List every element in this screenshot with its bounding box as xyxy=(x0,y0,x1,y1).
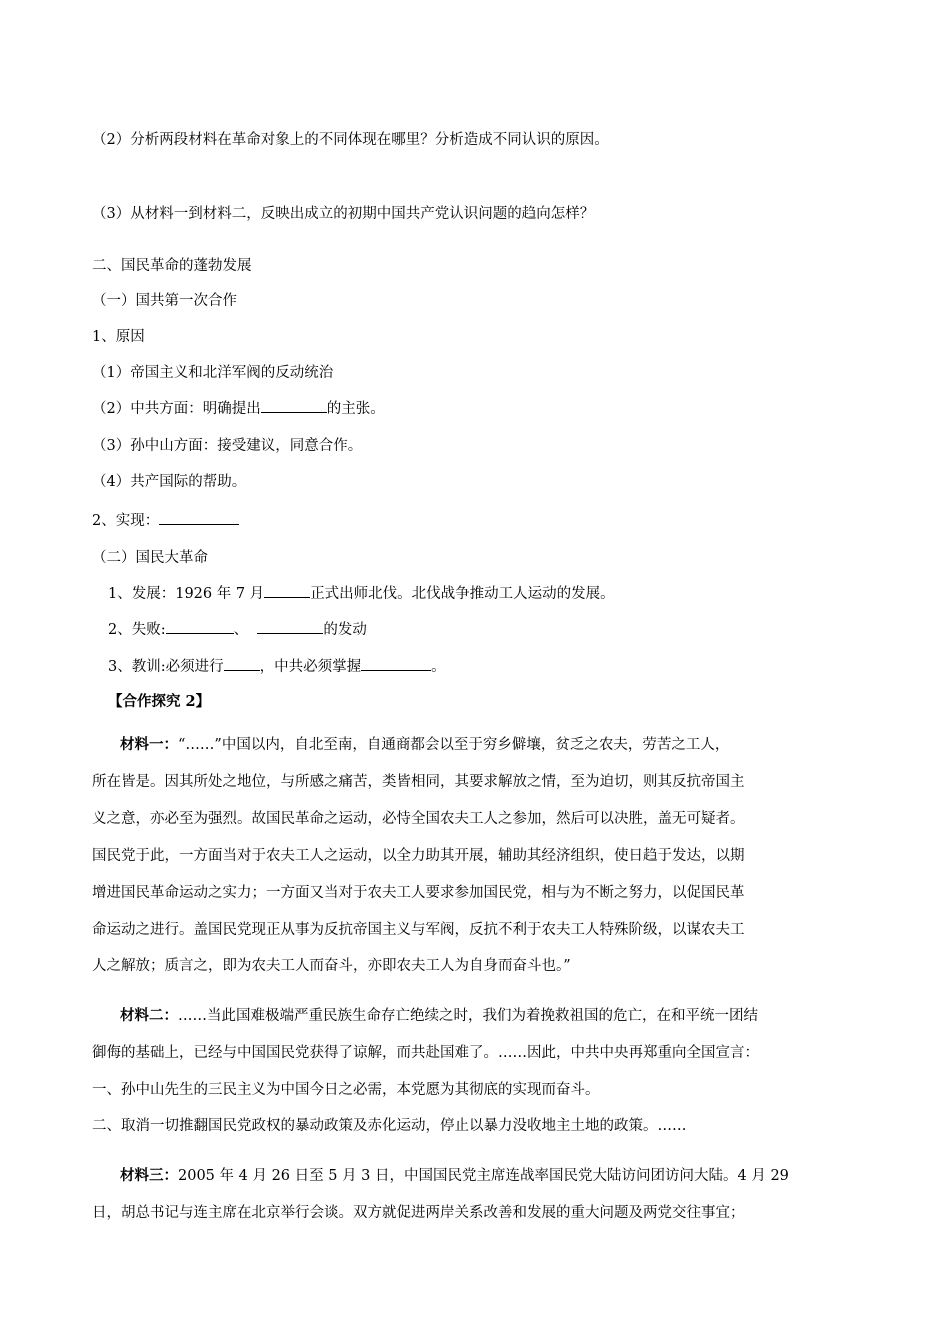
material-text: 所在皆是。因其所处之地位，与所感之痛苦，类皆相同，其要求解放之情，至为迫切，则其反抗帝国主 xyxy=(92,774,745,790)
cause-1: （1）帝国主义和北洋军阀的反动统治 xyxy=(92,365,334,381)
failure-separator: 、 xyxy=(233,622,249,638)
lesson xyxy=(108,655,446,676)
material-text: 命运动之进行。盖国民党现正从事为反抗帝国主义与军阀，反抗不利于农夫工人特殊阶级，以谋农夫工 xyxy=(92,922,745,938)
material-line xyxy=(92,1114,687,1135)
question-2: （2）分析两段材料在革命对象上的不同体现在哪里？分析造成不同认识的原因。 xyxy=(92,132,609,148)
material-text: 二、取消一切推翻国民党政权的暴动政策及赤化运动，停止以暴力没收地主土地的政策。…… xyxy=(92,1118,687,1134)
material-line xyxy=(92,770,745,791)
material-text: “……”中国以内，自北至南，自通商都会以至于穷乡僻壤，贫乏之农夫，劳苦之工人， xyxy=(178,737,730,753)
implementation-label: 2、实现： xyxy=(92,513,160,529)
failure-prefix: 2、失败: xyxy=(108,622,166,638)
failure-suffix: 的发动 xyxy=(323,622,367,638)
material-line xyxy=(120,733,729,754)
section-title: 二、国民革命的蓬勃发展 xyxy=(92,258,252,274)
material-label: 材料一： xyxy=(120,736,178,753)
cause-4: （4）共产国际的帮助。 xyxy=(92,474,247,490)
cause-title: 1、原因 xyxy=(92,329,145,345)
material-text: 增进国民革命运动之实力；一方面又当对于农夫工人要求参加国民党，相与为不断之努力，以促国民革 xyxy=(92,885,745,901)
material-line xyxy=(120,1164,789,1185)
blank-field xyxy=(361,656,431,671)
material-line xyxy=(92,954,571,975)
material-text: 一、孙中山先生的三民主义为中国今日之必需，本党愿为其彻底的实现而奋斗。 xyxy=(92,1082,600,1098)
material-line xyxy=(120,1004,758,1025)
material-text: 国民党于此，一方面当对于农夫工人之运动，以全力助其开展，辅助其经济组织，使日趋于发达，以期 xyxy=(92,848,745,864)
explore-title: 【合作探究 2】 xyxy=(108,693,211,710)
lesson-prefix: 3、教训:必须进行 xyxy=(108,659,224,675)
blank-field xyxy=(224,656,260,671)
lesson-suffix: 。 xyxy=(431,659,446,675)
material-label: 材料二： xyxy=(120,1007,178,1024)
cause-2-prefix: （2）中共方面：明确提出 xyxy=(92,401,261,417)
subsection-2: （二）国民大革命 xyxy=(92,550,208,566)
development xyxy=(108,582,615,603)
material-line xyxy=(92,1201,745,1222)
material-text: ……当此国难极端严重民族生命存亡绝续之时，我们为着挽救祖国的危亡，在和平统一团结 xyxy=(178,1008,758,1024)
material-text: 御侮的基础上，已经与中国国民党获得了谅解，而共赴国难了。……因此，中共中央再郑重向全国宣言： xyxy=(92,1045,759,1061)
failure xyxy=(108,618,367,639)
blank-field xyxy=(257,619,323,634)
development-suffix: 正式出师北伐。北伐战争推动工人运动的发展。 xyxy=(310,586,615,602)
material-text: 2005 年 4 月 26 日至 5 月 3 日，中国国民党主席连战率国民党大陆访问团访问大陆。4 月 29 xyxy=(178,1168,789,1184)
blank-field xyxy=(159,510,239,525)
material-line xyxy=(92,918,745,939)
cause-2 xyxy=(92,397,385,418)
material-text: 人之解放；质言之，即为农夫工人而奋斗，亦即农夫工人为自身而奋斗也。” xyxy=(92,958,571,974)
subsection-1: （一）国共第一次合作 xyxy=(92,293,237,309)
cause-3: （3）孙中山方面：接受建议，同意合作。 xyxy=(92,438,363,454)
material-line xyxy=(92,1041,759,1062)
blank-field xyxy=(264,583,310,598)
material-text: 义之意，亦必至为强烈。故国民革命之运动，必恃全国农夫工人之参加，然后可以决胜，盖无可疑者。 xyxy=(92,811,745,827)
material-line xyxy=(92,844,745,865)
material-text: 日，胡总书记与连主席在北京举行会谈。双方就促进两岸关系改善和发展的重大问题及两党交往事宜； xyxy=(92,1205,745,1221)
material-label: 材料三： xyxy=(120,1167,178,1184)
development-prefix: 1、发展：1926 年 7 月 xyxy=(108,586,265,602)
implementation xyxy=(92,509,239,530)
lesson-middle: ，中共必须掌握 xyxy=(259,659,362,675)
blank-field xyxy=(261,398,327,413)
material-line xyxy=(92,1078,600,1099)
blank-field xyxy=(166,619,234,634)
material-line xyxy=(92,881,745,902)
question-3: （3）从材料一到材料二，反映出成立的初期中国共产党认识问题的趋向怎样？ xyxy=(92,206,595,222)
cause-2-suffix: 的主张。 xyxy=(326,401,385,417)
material-line xyxy=(92,807,745,828)
